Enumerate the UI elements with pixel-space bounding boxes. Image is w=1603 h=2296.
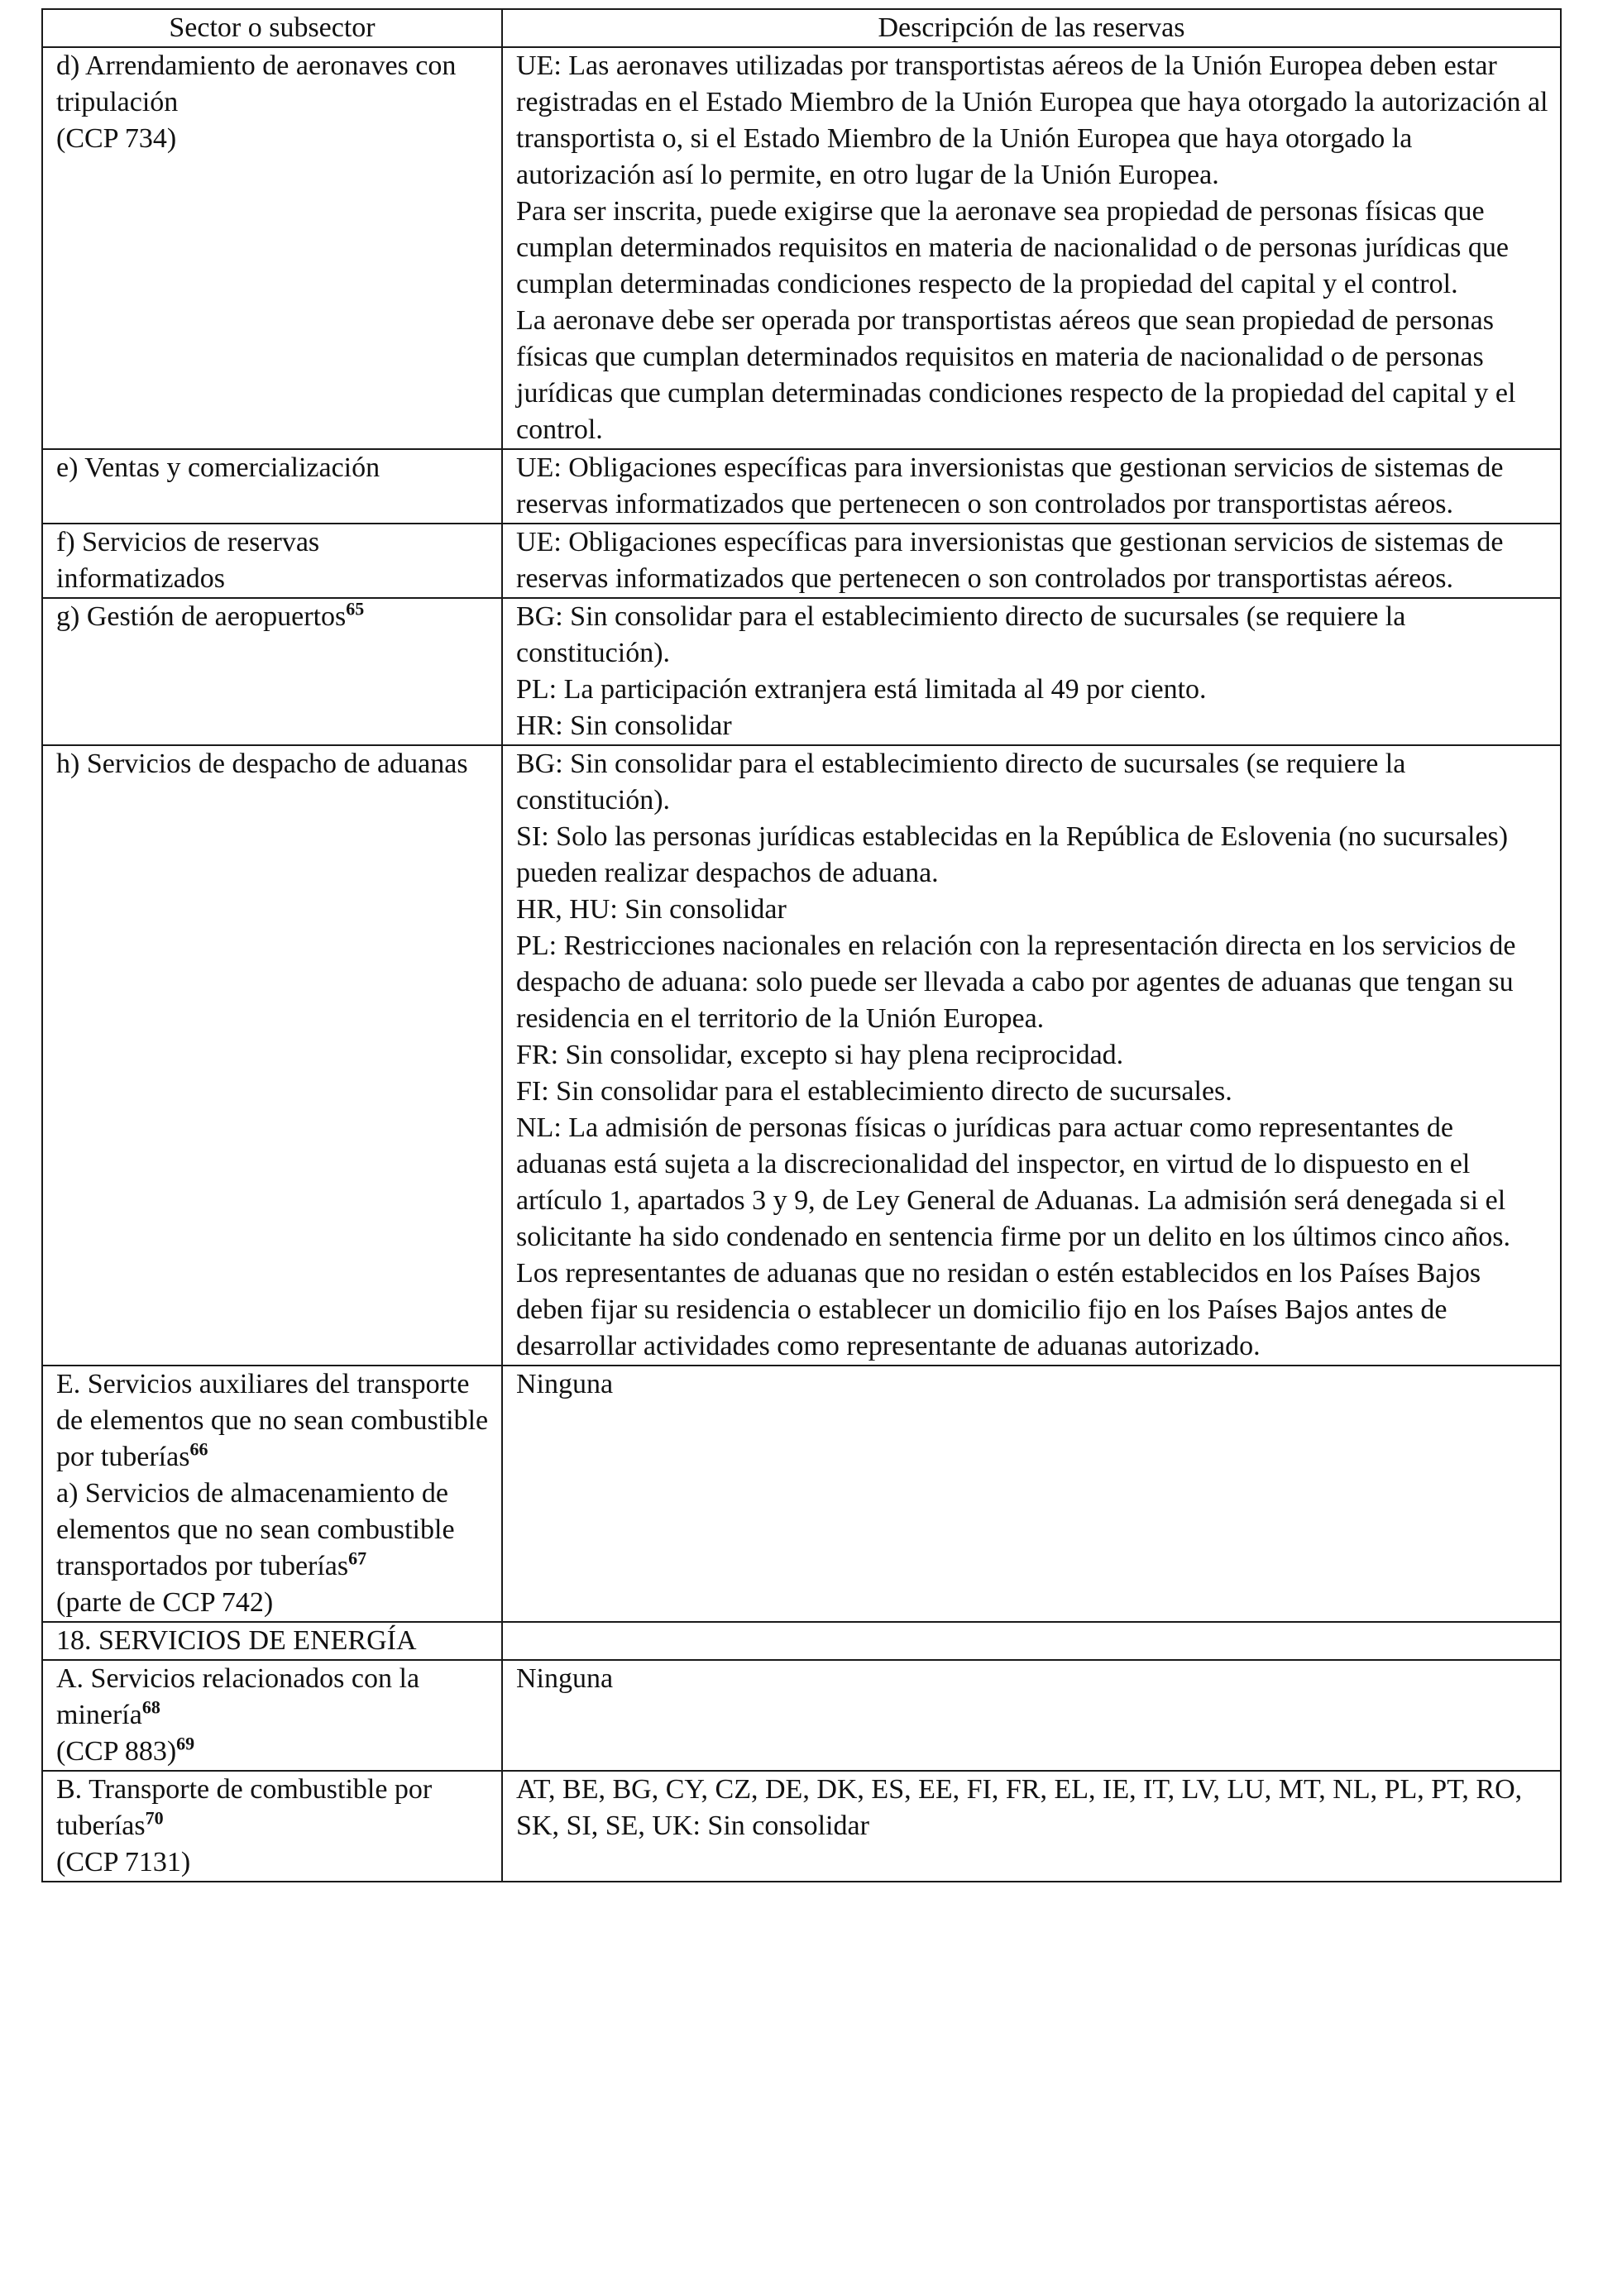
description-paragraph: HR: Sin consolidar [516, 710, 732, 741]
sector-line [56, 1772, 490, 1844]
description-cell [502, 47, 1561, 449]
table-body [42, 47, 1561, 1882]
description-paragraph: NL: La admisión de personas físicas o jurídicas para actuar como representantes de aduanas está sujeta a la discrecionalidad del inspector, en virtud de lo dispuesto en el artículo 1, apartados 3 y 9, de Ley General de Aduanas. La admisión será denegada si el solicitante ha sido condenado en sentencia firme por un delito en los últimos cinco años. Los representantes de aduanas que no residan o estén establecidos en los Países Bajos deben fijar su residencia o establecer un domicilio fijo en los Países Bajos antes de desarrollar actividades como representante de aduanas autorizado. [516, 1112, 1510, 1361]
sector-text: B. Transporte de combustible por tuberías [56, 1774, 433, 1841]
sector-cell [42, 449, 502, 524]
table-row [42, 1771, 1561, 1882]
sector-line [56, 599, 490, 635]
sector-cell [42, 1660, 502, 1771]
table-row [42, 1660, 1561, 1771]
document-page [41, 8, 1560, 1882]
table-row [42, 47, 1561, 449]
description-paragraph: Ninguna [516, 1369, 614, 1399]
description-paragraph: Ninguna [516, 1663, 614, 1694]
description-paragraph: UE: Obligaciones específicas para inversionistas que gestionan servicios de sistemas de reservas informatizados que pertenecen o son controlados por transportistas aéreos. [516, 527, 1504, 594]
sector-cell [42, 745, 502, 1366]
sector-heading: 18. SERVICIOS DE ENERGÍA [56, 1625, 417, 1656]
sector-line: d) Arrendamiento de aeronaves con tripulación [56, 50, 457, 117]
description-cell [502, 1660, 1561, 1771]
description-paragraph: SI: Solo las personas jurídicas establecidas en la República de Eslovenia (no sucursales) pueden realizar despachos de aduana. [516, 821, 1509, 888]
footnote-ref: 69 [176, 1733, 195, 1754]
table-row [42, 524, 1561, 598]
sector-line [56, 1476, 490, 1585]
sector-line [56, 1661, 490, 1734]
description-cell [502, 598, 1561, 745]
description-paragraph: PL: La participación extranjera está limitada al 49 por ciento. [516, 674, 1207, 705]
description-cell [502, 745, 1561, 1366]
description-paragraph: FI: Sin consolidar para el establecimiento directo de sucursales. [516, 1076, 1232, 1107]
table-header-row [42, 9, 1561, 47]
sector-cell [42, 598, 502, 745]
sector-text: (CCP 883) [56, 1736, 177, 1767]
sector-line: h) Servicios de despacho de aduanas [56, 749, 468, 779]
sector-text: A. Servicios relacionados con la minería [56, 1663, 420, 1730]
reservations-table [41, 8, 1562, 1882]
sector-line: f) Servicios de reservas informatizados [56, 527, 320, 594]
description-paragraph: AT, BE, BG, CY, CZ, DE, DK, ES, EE, FI, FR, EL, IE, IT, LV, LU, MT, NL, PL, PT, RO, SK, SI, SE, UK: Sin consolidar [516, 1774, 1523, 1841]
description-paragraph: UE: Las aeronaves utilizadas por transportistas aéreos de la Unión Europea deben estar registradas en el Estado Miembro de la Unión Europea que haya otorgado la autorización al transportista o, si el Estado Miembro de la Unión Europea que haya otorgado la autorización así lo permite, en otro lugar de la Unión Europea. [516, 50, 1548, 190]
header-sector: Sector o subsector [42, 9, 502, 47]
footnote-ref: 70 [145, 1807, 164, 1829]
description-paragraph: HR, HU: Sin consolidar [516, 894, 787, 925]
description-paragraph: BG: Sin consolidar para el establecimiento directo de sucursales (se requiere la constitución). [516, 601, 1406, 668]
description-paragraph: FR: Sin consolidar, excepto si hay plena reciprocidad. [516, 1040, 1124, 1070]
description-paragraph: PL: Restricciones nacionales en relación con la representación directa en los servicios de despacho de aduana: solo puede ser llevada a cabo por agentes de aduanas que tengan su residencia en el territorio de la Unión Europea. [516, 930, 1516, 1034]
description-cell [502, 449, 1561, 524]
sector-cell [42, 1366, 502, 1622]
table-row [42, 1622, 1561, 1660]
description-paragraph: La aeronave debe ser operada por transportistas aéreos que sean propiedad de personas físicas que cumplan determinados requisitos en materia de nacionalidad o de personas jurídicas que cumplan determinadas condiciones respecto de la propiedad del capital y el control. [516, 305, 1516, 445]
footnote-ref: 68 [141, 1696, 160, 1718]
table-row [42, 745, 1561, 1366]
description-cell [502, 1366, 1561, 1622]
description-paragraph: UE: Obligaciones específicas para inversionistas que gestionan servicios de sistemas de reservas informatizados que pertenecen o son controlados por transportistas aéreos. [516, 452, 1504, 519]
sector-text: a) Servicios de almacenamiento de elementos que no sean combustible transportados por tuberías [56, 1478, 455, 1581]
sector-line: (parte de CCP 742) [56, 1587, 274, 1618]
sector-text: g) Gestión de aeropuertos [56, 601, 347, 632]
table-row [42, 1366, 1561, 1622]
sector-line: e) Ventas y comercialización [56, 452, 380, 483]
sector-cell [42, 1771, 502, 1882]
footnote-ref: 66 [189, 1438, 208, 1460]
sector-line: (CCP 734) [56, 123, 177, 154]
description-cell [502, 524, 1561, 598]
sector-line: (CCP 7131) [56, 1847, 191, 1877]
header-descripcion: Descripción de las reservas [502, 9, 1561, 47]
description-paragraph: BG: Sin consolidar para el establecimiento directo de sucursales (se requiere la constitución). [516, 749, 1406, 816]
description-cell [502, 1771, 1561, 1882]
footnote-ref: 67 [348, 1547, 367, 1569]
sector-cell [42, 1622, 502, 1660]
table-row [42, 598, 1561, 745]
sector-cell [42, 524, 502, 598]
sector-line [56, 1734, 490, 1770]
sector-text: E. Servicios auxiliares del transporte de elementos que no sean combustible por tuberías [56, 1369, 489, 1472]
sector-line [56, 1366, 490, 1476]
description-paragraph: Para ser inscrita, puede exigirse que la aeronave sea propiedad de personas físicas que cumplan determinados requisitos en materia de nacionalidad o de personas jurídicas que cumplan determinadas condiciones respecto de la propiedad del capital y el control. [516, 196, 1509, 299]
sector-cell [42, 47, 502, 449]
table-row [42, 449, 1561, 524]
description-cell [502, 1622, 1561, 1660]
footnote-ref: 65 [346, 598, 365, 619]
